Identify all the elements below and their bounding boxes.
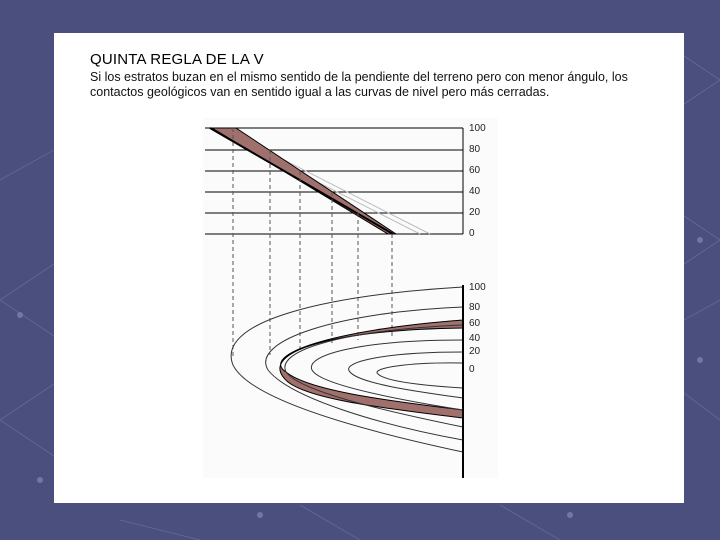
- slide-title: QUINTA REGLA DE LA V: [90, 51, 264, 68]
- profile-tick-20: 20: [469, 207, 481, 218]
- profile-tick-60: 60: [469, 165, 481, 176]
- map-tick-40: 40: [469, 333, 481, 344]
- slide-body-text: Si los estratos buzan en el mismo sentido de la pendiente del terreno pero con menor ángulo, los contactos geológicos van en sentido igual a las curvas de nivel pero más cerradas.: [90, 70, 628, 99]
- map-tick-60: 60: [469, 318, 481, 329]
- profile-tick-80: 80: [469, 144, 481, 155]
- map-tick-20: 20: [469, 346, 481, 357]
- map-tick-100: 100: [469, 282, 486, 293]
- profile-tick-40: 40: [469, 186, 481, 197]
- map-tick-80: 80: [469, 302, 481, 313]
- map-tick-0: 0: [469, 364, 475, 375]
- profile-tick-0: 0: [469, 228, 475, 239]
- profile-tick-100: 100: [469, 123, 486, 134]
